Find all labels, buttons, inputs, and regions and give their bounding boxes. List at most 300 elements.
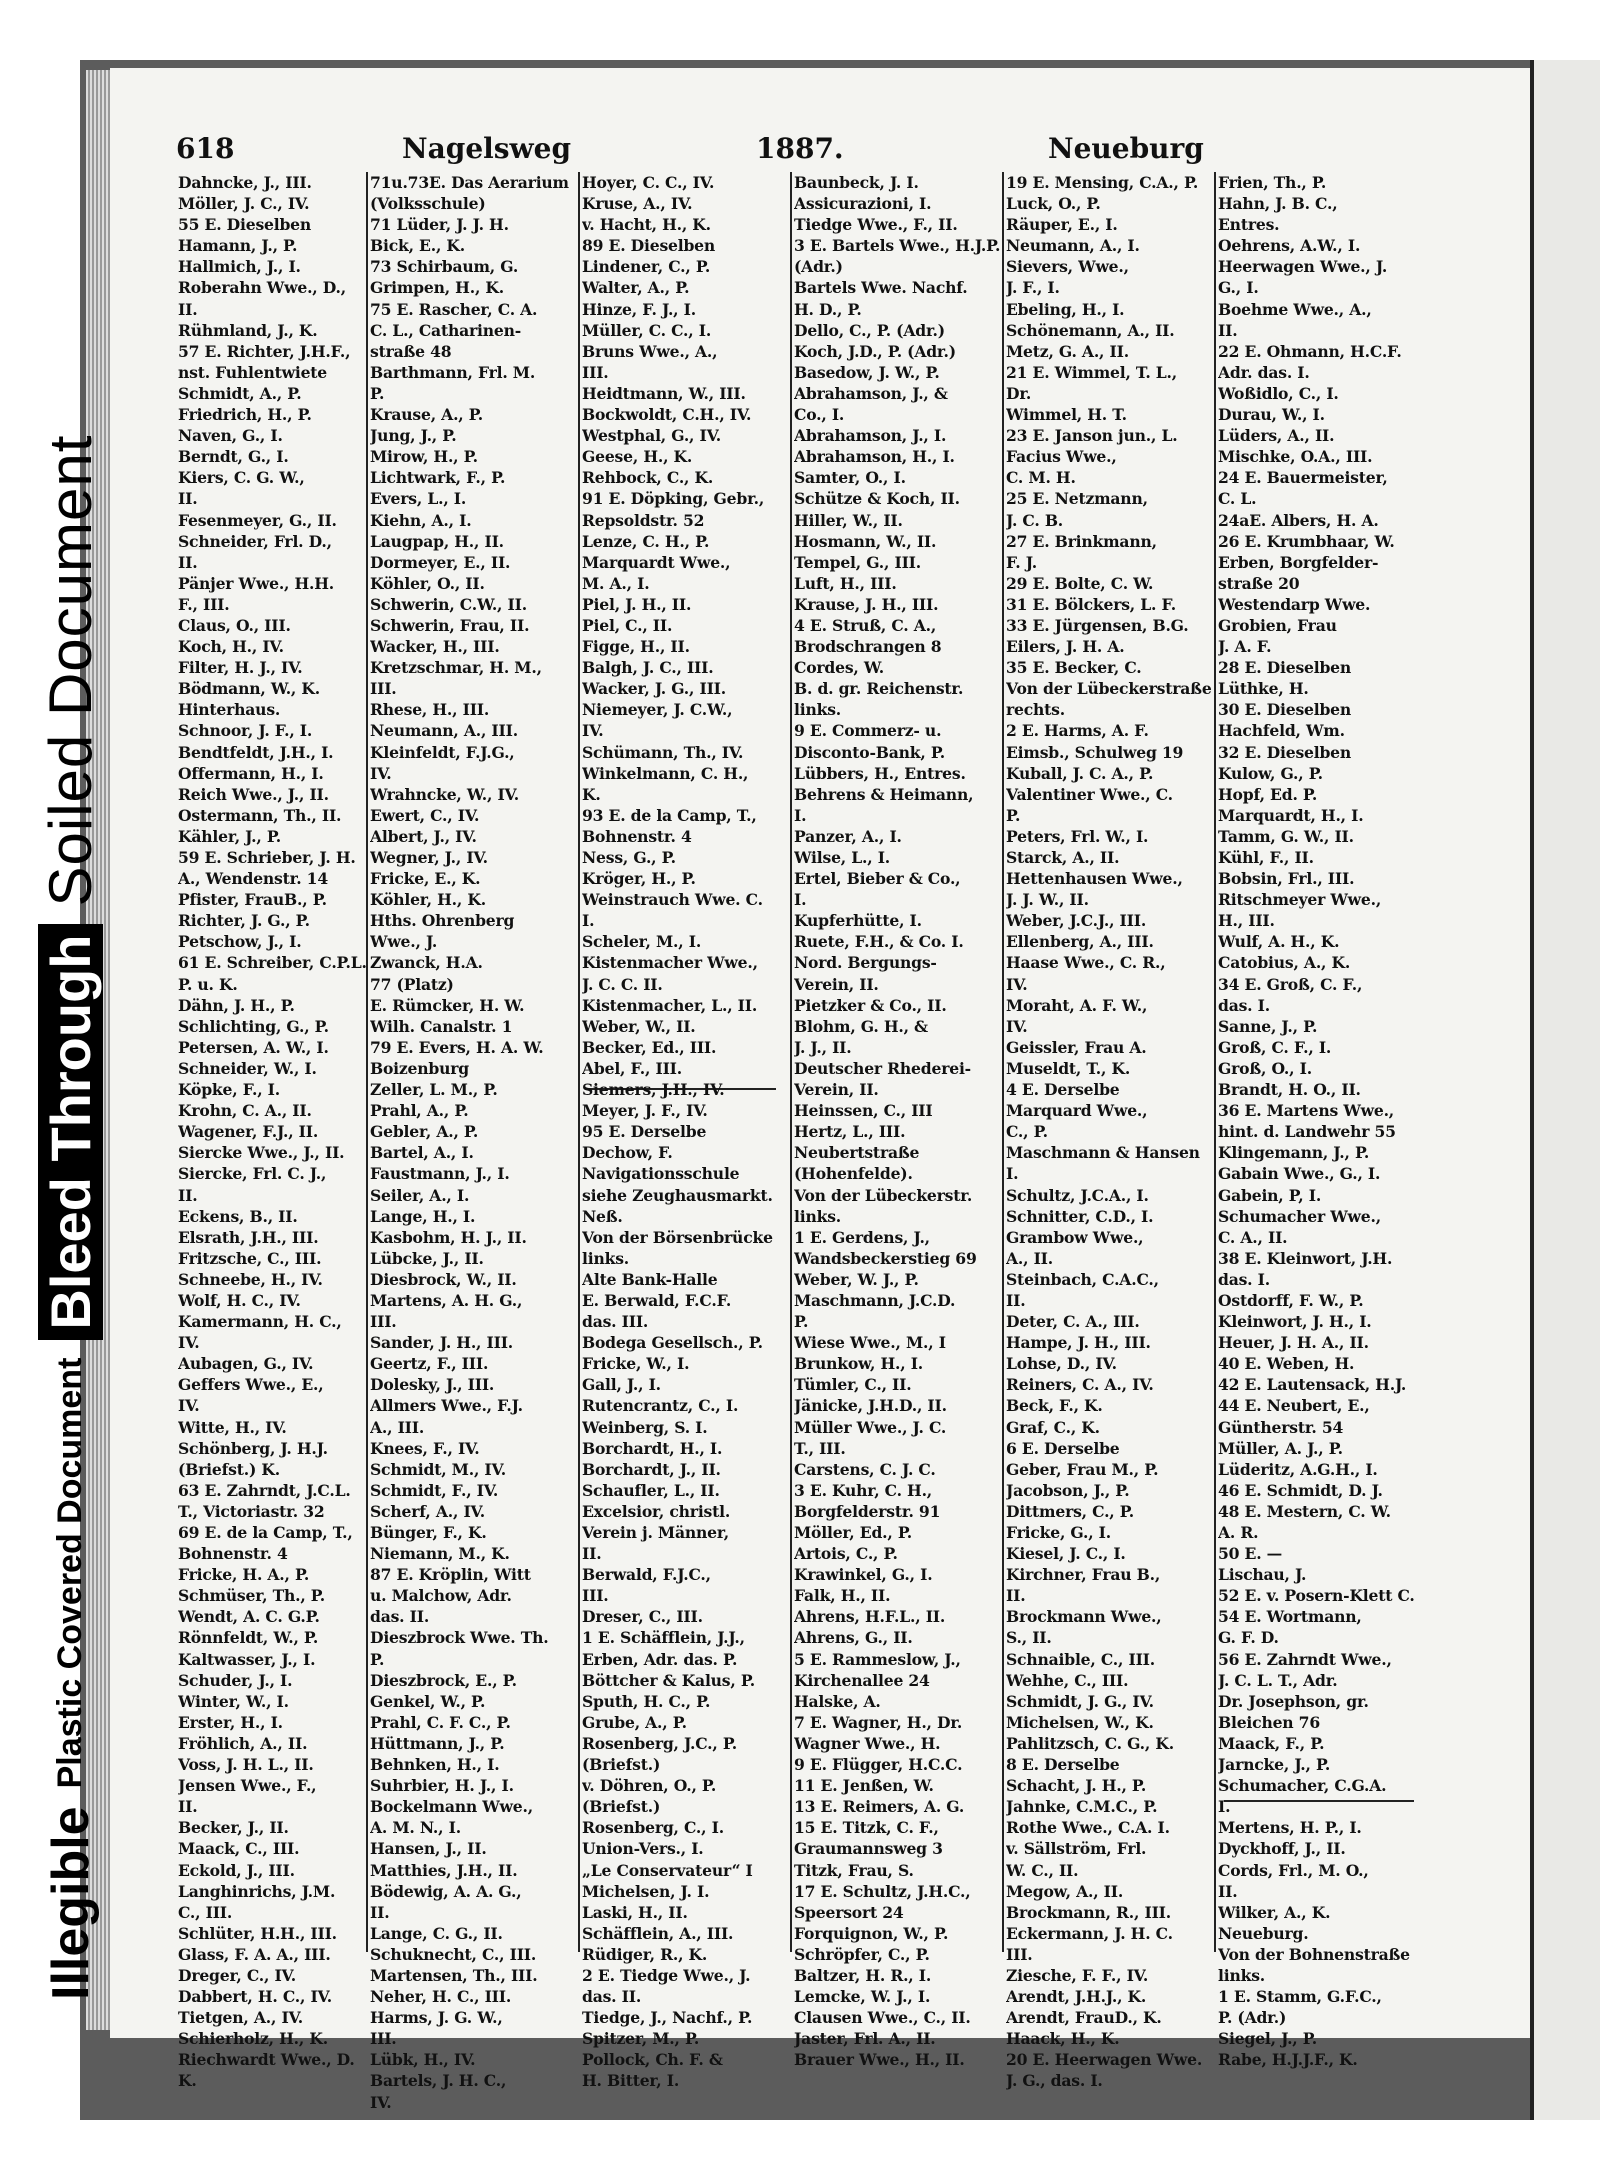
directory-entry-line: 29 E. Bolte, C. W. [1006, 573, 1154, 593]
directory-entry-line: H., III. [1218, 911, 1275, 931]
directory-entry-line: Albert, J., IV. [370, 826, 477, 846]
directory-entry-line: 24aE. Albers, H. A. [1218, 510, 1379, 530]
directory-entry-line: 69 E. de la Camp, T., [178, 1523, 353, 1542]
directory-entry-line: Ebeling, H., I. [1006, 299, 1125, 319]
directory-entry-line: Bödmann, W., K. [178, 679, 320, 699]
directory-entry-line: das. III. [582, 1312, 649, 1332]
directory-entry-line: E. Rümcker, H. W. [370, 995, 525, 1015]
directory-entry-line: Neß. [582, 1206, 623, 1226]
directory-entry-line: Luck, O., P. [1006, 194, 1101, 214]
directory-entry-line: Heerwagen Wwe., J. [1218, 257, 1388, 277]
directory-entry-line: Erben, Borgfelder- [1218, 552, 1379, 572]
directory-entry-line: Catobius, A., K. [1218, 953, 1351, 973]
directory-entry-line: Bockwoldt, C.H., IV. [582, 405, 752, 425]
directory-entry-line: IV. [1006, 1016, 1028, 1036]
directory-entry-line: Weber, W. J., P. [794, 1269, 919, 1289]
directory-entry-line: Witte, H., IV. [178, 1417, 287, 1437]
directory-entry-line: Haack, H., K. [1006, 2029, 1120, 2049]
page-number: 618 [176, 132, 235, 165]
directory-entry-line: 52 E. v. Posern-Klett C. [1218, 1586, 1415, 1606]
directory-entry-line: Rothe Wwe., C.A. I. [1006, 1818, 1170, 1838]
directory-entry-line: 42 E. Lautensack, H.J. [1218, 1375, 1407, 1395]
directory-entry-line: Kleinfeldt, F.J.G., [370, 742, 515, 762]
directory-entry-line: Pollock, Ch. F. & [582, 2050, 723, 2070]
directory-entry-line: Krause, J. H., III. [794, 594, 939, 614]
directory-entry-line: Filter, H. J., IV. [178, 658, 303, 678]
directory-entry-line: Schacht, J. H., P. [1006, 1776, 1147, 1796]
directory-entry-line: Tiedge Wwe., F., II. [794, 215, 958, 235]
directory-entry-line: Schaufler, L., II. [582, 1480, 720, 1500]
directory-entry-line: Verein, II. [794, 1080, 879, 1100]
directory-entry-line: Lange, H., I. [370, 1206, 476, 1226]
directory-entry-line: Fritzsche, C., III. [178, 1248, 322, 1268]
directory-entry-line: Graf, C., K. [1006, 1417, 1100, 1437]
directory-entry-line: 1 E. Schäfflein, J.J., [582, 1628, 745, 1648]
directory-entry-line: C. L., Catharinen- [370, 320, 522, 340]
directory-entry-line: Geese, H., K. [582, 447, 693, 467]
directory-entry-line: Harms, J. G. W., [370, 2008, 503, 2028]
directory-entry-line: 63 E. Zahrndt, J.C.L. [178, 1480, 351, 1500]
directory-entry-line: Schümann, Th., IV. [582, 742, 744, 762]
directory-entry-line: Cords, Frl., M. O., [1218, 1860, 1369, 1880]
directory-entry-line: Schröpfer, C., P. [794, 1944, 930, 1964]
directory-entry-line: Lindener, C., P. [582, 257, 711, 277]
directory-entry-line: Ness, G., P. [582, 848, 676, 867]
directory-entry-line: Haase Wwe., C. R., [1006, 953, 1166, 973]
directory-entry-line: links. [582, 1248, 629, 1268]
directory-entry-line: Ahrens, H.F.L., II. [794, 1607, 946, 1627]
directory-entry-line: Wolf, H. C., IV. [178, 1290, 301, 1310]
directory-entry-line: Pahlitzsch, C. G., K. [1006, 1733, 1174, 1753]
directory-entry-line: Aubagen, G., IV. [178, 1354, 314, 1374]
directory-entry-line: F. J. [1006, 552, 1037, 572]
directory-entry-line: (Hohenfelde). [794, 1164, 913, 1184]
directory-entry-line: Rönnfeldt, W., P. [178, 1628, 319, 1648]
directory-entry-line: Becker, J., II. [178, 1818, 289, 1838]
directory-entry-line: P. [370, 383, 385, 403]
directory-entry-line: Halske, A. [794, 1691, 881, 1711]
directory-entry-line: J. A. F. [1218, 637, 1272, 657]
directory-entry-line: Neumann, A., I. [1006, 236, 1140, 256]
directory-entry-line: Bleichen 76 [1218, 1712, 1320, 1732]
directory-column-3 [582, 172, 790, 2092]
directory-entry-line: E. Berwald, F.C.F. [582, 1290, 732, 1310]
directory-entry-line: 3 E. Kuhr, C. H., [794, 1480, 933, 1500]
directory-entry-line: Borgfelderstr. 91 [794, 1501, 941, 1521]
directory-entry-line: A. R. [1218, 1523, 1259, 1542]
directory-entry-line: Kirchenallee 24 [794, 1670, 930, 1690]
directory-entry-line: Martens, A. H. G., [370, 1290, 523, 1310]
directory-entry-line: Schönemann, A., II. [1006, 320, 1175, 340]
directory-entry-line: Repsoldstr. 52 [582, 510, 705, 530]
directory-entry-line: Wulf, A. H., K. [1218, 932, 1340, 952]
directory-entry-line: Weber, W., II. [582, 1016, 696, 1036]
directory-entry-line: Wilker, A., K. [1218, 1902, 1331, 1922]
directory-entry-line: Jahnke, C.M.C., P. [1006, 1797, 1158, 1817]
directory-entry-line: 3 E. Bartels Wwe., H.J.P. [794, 236, 1001, 256]
directory-entry-line: Kirchner, Frau B., [1006, 1565, 1161, 1585]
directory-entry-line: Geber, Frau M., P. [1006, 1459, 1159, 1479]
directory-entry-line: 56 E. Zahrndt Wwe., [1218, 1649, 1392, 1669]
directory-entry-line: (Volksschule) [370, 194, 486, 214]
directory-entry-line: das. I. [1218, 995, 1270, 1015]
directory-entry-line: Ewert, C., IV. [370, 805, 480, 825]
directory-entry-line: G. F. D. [1218, 1628, 1279, 1648]
directory-entry-line: Bohnenstr. 4 [582, 826, 692, 846]
directory-entry-line: Graumannsweg 3 [794, 1839, 943, 1859]
directory-entry-line: Dabbert, H. C., IV. [178, 1987, 332, 2007]
directory-entry-line: 91 E. Döpking, Gebr., [582, 489, 765, 509]
directory-entry-line: Nord. Bergungs- [794, 953, 937, 973]
directory-entry-line: Von der Lübeckerstraße [1006, 679, 1212, 699]
directory-entry-line: Deter, C. A., III. [1006, 1312, 1140, 1332]
directory-entry-line: Sputh, H. C., P. [582, 1691, 711, 1711]
directory-entry-line: Berndt, G., I. [178, 447, 289, 467]
directory-entry-line: Lenze, C. H., P. [582, 531, 710, 551]
directory-entry-line: Cordes, W. [794, 658, 885, 678]
directory-entry-line: Schlüter, H.H., III. [178, 1923, 337, 1943]
directory-entry-line: Böttcher & Kalus, P. [582, 1670, 756, 1690]
directory-entry-line: Eimsb., Schulweg 19 [1006, 742, 1184, 762]
directory-entry-line: Siegel, J., P. [1218, 2029, 1317, 2049]
directory-entry-line: 57 E. Richter, J.H.F., [178, 341, 351, 361]
directory-entry-line: Rosenberg, J.C., P. [582, 1733, 737, 1753]
directory-entry-line: Blohm, G. H., & [794, 1016, 928, 1036]
directory-entry-line: Barthmann, Frl. M. [370, 362, 536, 382]
directory-entry-line: Abrahamson, J., I. [794, 426, 947, 446]
directory-entry-line: Mertens, H. P., I. [1218, 1818, 1362, 1838]
directory-entry-line: Wrahncke, W., IV. [370, 784, 519, 804]
directory-entry-line: Fricke, E., K. [370, 869, 481, 889]
directory-entry-line: Schönberg, J. H.J. [178, 1438, 328, 1458]
directory-entry-line: Schmüser, Th., P. [178, 1586, 325, 1606]
directory-entry-line: Rhese, H., III. [370, 700, 490, 720]
directory-entry-line: Schuknecht, C., III. [370, 1944, 537, 1964]
directory-entry-line: Eckermann, J. H. C. [1006, 1923, 1173, 1943]
directory-entry-line: Marquard Wwe., [1006, 1101, 1148, 1121]
column-divider [578, 172, 580, 1952]
directory-entry-line: 54 E. Wortmann, [1218, 1607, 1362, 1627]
directory-entry-line: J. J., II. [794, 1037, 852, 1057]
directory-entry-line: II. [1218, 1881, 1238, 1901]
directory-entry-line: 50 E. — [1218, 1544, 1283, 1564]
directory-entry-line: Eckold, J., III. [178, 1860, 295, 1880]
directory-entry-line: Schwerin, Frau, II. [370, 615, 530, 635]
directory-entry-line: 2 E. Harms, A. F. [1006, 721, 1149, 741]
directory-entry-line: Westendarp Wwe. [1218, 594, 1371, 614]
directory-entry-line: Arendt, J.H.J., K. [1006, 1987, 1147, 2007]
directory-entry-line: straße 48 [370, 341, 452, 361]
directory-entry-line: 8 E. Derselbe [1006, 1755, 1120, 1775]
directory-column-6 [1218, 172, 1426, 2070]
directory-entry-line: „Le Conservateur“ I [582, 1860, 753, 1880]
directory-entry-line: 17 E. Schultz, J.H.C., [794, 1881, 971, 1901]
directory-entry-line: Wegner, J., IV. [370, 848, 488, 867]
directory-entry-line: Kistenmacher Wwe., [582, 953, 758, 973]
directory-entry-line: Zwanck, H.A. [370, 953, 483, 973]
directory-entry-line: Forquignon, W., P. [794, 1923, 949, 1943]
directory-entry-line: Durau, W., I. [1218, 405, 1325, 425]
directory-entry-line: Wandsbeckerstieg 69 [794, 1248, 977, 1268]
directory-entry-line: Dähn, J. H., P. [178, 995, 295, 1015]
header-year: 1887. [756, 132, 844, 165]
directory-entry-line: I. [794, 805, 807, 825]
directory-entry-line: Dello, C., P. (Adr.) [794, 320, 945, 340]
directory-entry-line: Koch, H., IV. [178, 637, 284, 657]
directory-entry-line: 19 E. Mensing, C.A., P. [1006, 173, 1199, 192]
directory-entry-line: Friedrich, H., P. [178, 405, 312, 425]
directory-entry-line: Wehhe, C., III. [1006, 1670, 1129, 1690]
directory-entry-line: H. D., P. [794, 299, 862, 319]
directory-entry-line: Hansen, J., II. [370, 1839, 487, 1859]
directory-entry-line: 9 E. Flügger, H.C.C. [794, 1755, 963, 1775]
directory-entry-line: 48 E. Mestern, C. W. [1218, 1501, 1391, 1521]
directory-entry-line: Bockelmann Wwe., [370, 1797, 533, 1817]
directory-entry-line: 71 Lüder, J. J. H. [370, 215, 509, 235]
directory-entry-line: Woßidlo, C., I. [1218, 383, 1339, 403]
directory-entry-line: Eckens, B., II. [178, 1206, 298, 1226]
directory-entry-line: Müller, C. C., I. [582, 320, 712, 340]
directory-entry-line: Bodega Gesellsch., P. [582, 1333, 763, 1353]
directory-entry-line: Marquardt, H., I. [1218, 805, 1364, 825]
directory-entry-line: Metz, G. A., II. [1006, 341, 1129, 361]
directory-entry-line: 25 E. Netzmann, [1006, 489, 1148, 509]
directory-entry-line: hint. d. Landwehr 55 [1218, 1122, 1396, 1142]
directory-entry-line: Bruns Wwe., A., [582, 341, 718, 361]
directory-entry-line: Kamermann, H. C., [178, 1312, 342, 1332]
directory-entry-line: Alte Bank-Halle [582, 1269, 718, 1289]
directory-entry-line: Dyckhoff, J., II. [1218, 1839, 1346, 1859]
directory-entry-line: Groß, C. F., I. [1218, 1037, 1332, 1057]
directory-entry-line: Grobien, Frau [1218, 615, 1337, 635]
directory-entry-line: Ahrens, G., II. [794, 1628, 913, 1648]
directory-entry-line: Titzk, Frau, S. [794, 1860, 914, 1880]
directory-entry-line: Deutscher Rhederei- [794, 1058, 971, 1078]
directory-entry-line: Dahncke, J., III. [178, 173, 312, 192]
directory-entry-line: Schierholz, H., K. [178, 2029, 328, 2049]
directory-entry-line: u. Malchow, Adr. [370, 1586, 512, 1606]
directory-entry-line: Bohnenstr. 4 [178, 1544, 288, 1564]
directory-entry-line: I. [582, 911, 595, 931]
directory-entry-line: nst. Fuhlentwiete [178, 362, 328, 382]
directory-entry-line: Winkelmann, C. H., [582, 763, 749, 783]
directory-entry-line: M. A., I. [582, 573, 650, 593]
directory-column-4 [794, 172, 1002, 2070]
directory-entry-line: Behrens & Heimann, [794, 784, 974, 804]
directory-entry-line: Abrahamson, H., I. [794, 447, 955, 467]
directory-entry-line: J. G., das. I. [1006, 2071, 1103, 2091]
directory-entry-line: 1 E. Gerdens, J., [794, 1227, 930, 1247]
directory-entry-line: I. [1218, 1797, 1231, 1817]
directory-entry-line: Jacobson, J., P. [1006, 1480, 1130, 1500]
directory-entry-line: Dormeyer, E., II. [370, 552, 511, 572]
directory-entry-line: Schütze & Koch, II. [794, 489, 960, 509]
directory-entry-line: Dreger, C., IV. [178, 1965, 296, 1985]
directory-entry-line: III. [582, 1586, 609, 1606]
directory-entry-line: H. Bitter, I. [582, 2071, 680, 2091]
directory-entry-line: Schumacher, C.G.A. [1218, 1776, 1387, 1796]
directory-entry-line: Verein j. Männer, [582, 1523, 729, 1542]
directory-entry-line: P. u. K. [178, 974, 238, 994]
directory-entry-line: Marquardt Wwe., [582, 552, 731, 572]
directory-entry-line: Michelsen, W., K. [1006, 1712, 1154, 1732]
directory-entry-line: Meyer, J. F., IV. [582, 1101, 708, 1121]
directory-entry-line: Von der Börsenbrücke [582, 1227, 773, 1247]
directory-entry-line: 93 E. de la Camp, T., [582, 805, 757, 825]
directory-entry-line: J. C. L. T., Adr. [1218, 1670, 1338, 1690]
directory-entry-line: Claus, O., III. [178, 615, 291, 635]
directory-entry-line: Beck, F., K. [1006, 1396, 1103, 1416]
directory-entry-line: Dr. Josephson, gr. [1218, 1691, 1369, 1711]
directory-entry-line: Schäfflein, A., III. [582, 1923, 734, 1943]
directory-entry-line: 73 Schirbaum, G. [370, 257, 519, 277]
directory-entry-line: Weinstrauch Wwe. C. [582, 890, 763, 910]
directory-entry-line: 61 E. Schreiber, C.P.L. [178, 953, 367, 973]
directory-entry-line: Hinze, F. J., I. [582, 299, 696, 319]
directory-entry-line: 9 E. Commerz- u. [794, 721, 942, 741]
directory-entry-line: Maschmann, J.C.D. [794, 1290, 956, 1310]
directory-entry-line: Kähler, J., P. [178, 826, 282, 846]
directory-entry-line: Maschmann & Hansen [1006, 1143, 1200, 1163]
directory-entry-line: Fesenmeyer, G., II. [178, 510, 337, 530]
directory-entry-line: Hiller, W., II. [794, 510, 903, 530]
directory-entry-line: Wiese Wwe., M., I [794, 1333, 946, 1353]
directory-entry-line: 59 E. Schrieber, J. H. [178, 848, 356, 867]
directory-entry-line: Assicurazioni, I. [794, 194, 932, 214]
directory-entry-line: Neubertstraße [794, 1143, 920, 1163]
directory-entry-line: IV. [370, 763, 392, 783]
directory-entry-line: Wacker, H., III. [370, 637, 500, 657]
directory-entry-line: Geffers Wwe., E., [178, 1375, 324, 1395]
directory-entry-line: Bartels Wwe. Nachf. [794, 278, 968, 298]
directory-entry-line: II. [370, 1902, 390, 1922]
directory-entry-line: Langhinrichs, J.M. [178, 1881, 336, 1901]
directory-entry-line: Artois, C., P. [794, 1544, 898, 1564]
directory-entry-line: v. Hacht, H., K. [582, 215, 711, 235]
directory-entry-line: Samter, O., I. [794, 468, 906, 488]
directory-entry-line: P. [794, 1312, 809, 1332]
directory-entry-line: Fröhlich, A., II. [178, 1733, 308, 1753]
directory-entry-line: Glass, F. A. A., III. [178, 1944, 331, 1964]
directory-entry-line: Neher, H. C., III. [370, 1987, 512, 2007]
directory-entry-line: Abel, F., III. [582, 1058, 683, 1078]
directory-entry-line: Tiedge, J., Nachf., P. [582, 2008, 753, 2028]
directory-entry-line: Lübcke, J., II. [370, 1248, 484, 1268]
directory-entry-line: I. [794, 890, 807, 910]
directory-entry-line: Sander, J. H., III. [370, 1333, 514, 1353]
directory-entry-line: Hinterhaus. [178, 700, 281, 720]
directory-entry-line: Koch, J.D., P. (Adr.) [794, 341, 956, 361]
directory-entry-line: Union-Vers., I. [582, 1839, 704, 1859]
directory-entry-line: Seiler, A., I. [370, 1185, 470, 1205]
directory-entry-line: Riechwardt Wwe., D. [178, 2050, 355, 2070]
directory-entry-line: Ellenberg, A., III. [1006, 932, 1154, 952]
directory-entry-line: Kiers, C. G. W., [178, 468, 305, 488]
directory-entry-line: Rühmland, J., K. [178, 320, 318, 340]
directory-entry-line: Falk, H., II. [794, 1586, 891, 1606]
directory-entry-line: Geissler, Frau A. [1006, 1037, 1147, 1057]
directory-entry-line: Grambow Wwe., [1006, 1227, 1144, 1247]
directory-entry-line: Bendtfeldt, J.H., I. [178, 742, 334, 762]
directory-entry-line: Jung, J., P. [370, 426, 457, 446]
directory-entry-line: v. Sällström, Frl. [1006, 1839, 1147, 1859]
directory-entry-line: 2 E. Tiedge Wwe., J. [582, 1965, 751, 1985]
directory-entry-line: Verein, II. [794, 974, 879, 994]
directory-entry-line: Borchardt, J., II. [582, 1459, 721, 1479]
directory-entry-line: 36 E. Martens Wwe., [1218, 1101, 1395, 1121]
directory-entry-line: Peters, Frl. W., I. [1006, 826, 1149, 846]
directory-entry-line: (Briefst.) [582, 1755, 661, 1775]
directory-entry-line: Bick, E., K. [370, 236, 466, 256]
directory-entry-line: III. [370, 1312, 397, 1332]
directory-entry-line: IV. [178, 1333, 200, 1353]
directory-entry-line: Wagner Wwe., H. [794, 1733, 941, 1753]
directory-entry-line: Groß, O., I. [1218, 1058, 1312, 1078]
directory-entry-line: Lichtwark, F., P. [370, 468, 506, 488]
column-divider [1002, 172, 1004, 1952]
directory-entry-line: Co., I. [794, 405, 845, 425]
directory-entry-line: Speersort 24 [794, 1902, 904, 1922]
directory-entry-line: Jarncke, J., P. [1218, 1755, 1331, 1775]
directory-entry-line: Walter, A., P. [582, 278, 690, 298]
directory-entry-line: 95 E. Derselbe [582, 1122, 707, 1142]
directory-entry-line: Winter, W., I. [178, 1691, 289, 1711]
directory-entry-line: Tempel, G., III. [794, 552, 922, 572]
directory-entry-line: Genkel, W., P. [370, 1691, 486, 1711]
directory-entry-line: Niemeyer, J. C.W., [582, 700, 733, 720]
directory-entry-line: Schultz, J.C.A., I. [1006, 1185, 1149, 1205]
directory-entry-line: Kiesel, J. C., I. [1006, 1544, 1126, 1564]
directory-entry-line: Kiehn, A., I. [370, 510, 472, 530]
directory-entry-line: Pänjer Wwe., H.H. [178, 573, 335, 593]
directory-entry-line: C., P. [1006, 1122, 1048, 1142]
directory-entry-line: Wilse, L., I. [794, 848, 891, 867]
directory-entry-line: Rosenberg, C., I. [582, 1818, 724, 1838]
directory-entry-line: Ziesche, F. F., IV. [1006, 1965, 1149, 1985]
directory-entry-line: Oehrens, A.W., I. [1218, 236, 1361, 256]
directory-entry-line: Wilh. Canalstr. 1 [370, 1016, 513, 1036]
directory-entry-line: (Adr.) [794, 257, 843, 277]
directory-entry-line: Facius Wwe., [1006, 447, 1117, 467]
directory-entry-line: Geertz, F., III. [370, 1354, 489, 1374]
directory-entry-line: Jaster, Frl. A., II. [794, 2029, 936, 2049]
directory-entry-line: das. I. [1218, 1269, 1270, 1289]
directory-entry-line: Krause, A., P. [370, 405, 483, 425]
directory-entry-line: Michelsen, J. I. [582, 1881, 710, 1901]
directory-column-2 [370, 172, 578, 2113]
directory-entry-line: Rabe, H.J.J.F., K. [1218, 2050, 1358, 2070]
directory-entry-line: links. [1218, 1965, 1265, 1985]
label-soiled: Soiled Document [37, 434, 104, 907]
directory-entry-line: Diesbrock, W., II. [370, 1269, 517, 1289]
directory-entry-line: Brodschrangen 8 [794, 637, 942, 657]
directory-entry-line: Hamann, J., P. [178, 236, 298, 256]
directory-entry-line: Disconto-Bank, P. [794, 742, 945, 762]
directory-entry-line: 24 E. Bauermeister, [1218, 468, 1388, 488]
directory-entry-line: P. (Adr.) [1218, 2008, 1287, 2028]
directory-entry-line: Scheler, M., I. [582, 932, 702, 952]
directory-entry-line: Prahl, A., P. [370, 1101, 469, 1121]
directory-entry-line: Kretzschmar, H. M., [370, 658, 542, 678]
directory-entry-line: Mischke, O.A., III. [1218, 447, 1373, 467]
directory-entry-line: Matthies, J.H., II. [370, 1860, 518, 1880]
directory-entry-line: Hths. Ohrenberg [370, 911, 515, 931]
directory-entry-line: Sanne, J., P. [1218, 1016, 1318, 1036]
directory-entry-line: Möller, J. C., IV. [178, 194, 310, 214]
directory-entry-line: Brockmann, R., III. [1006, 1902, 1171, 1922]
directory-entry-line: Lüderitz, A.G.H., I. [1218, 1459, 1378, 1479]
directory-entry-line: Schnitter, C.D., I. [1006, 1206, 1154, 1226]
